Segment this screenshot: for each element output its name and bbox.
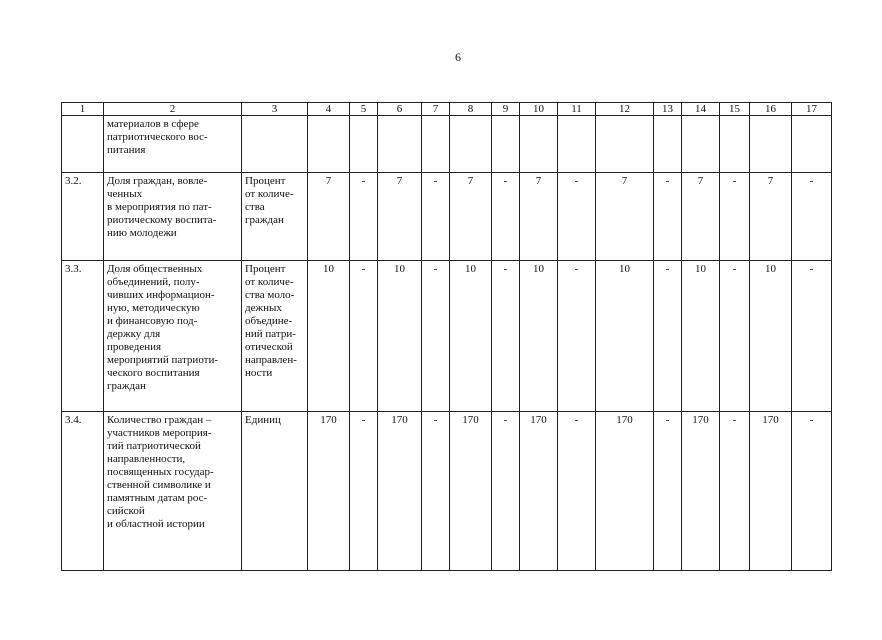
value-cell: - [492,261,520,412]
value-cell: 170 [596,412,654,571]
header-cell: 16 [750,103,792,116]
header-cell: 10 [520,103,558,116]
value-cell [350,116,378,173]
value-cell: - [350,412,378,571]
header-cell: 1 [62,103,104,116]
header-cell: 8 [450,103,492,116]
indicator-name-cell: материалов в сфере патриотического вос- питания [104,116,242,173]
indicator-name-cell: Доля общественных объединений, полу- чивших информацион- ную, методическую и финансовую под- держку для проведения мероприятий патриоти- ческого воспитания граждан [104,261,242,412]
value-cell: - [792,261,832,412]
value-cell: - [558,261,596,412]
value-cell [558,116,596,173]
value-cell: - [558,412,596,571]
table-header-row [62,103,832,116]
value-cell [520,116,558,173]
value-cell: - [720,412,750,571]
value-cell: 10 [450,261,492,412]
header-cell: 5 [350,103,378,116]
header-cell: 7 [422,103,450,116]
value-cell: 7 [378,173,422,261]
unit-cell: Процент от количе- ства граждан [242,173,308,261]
row-id-cell: 3.4. [62,412,104,571]
value-cell: - [350,261,378,412]
value-cell: 7 [750,173,792,261]
value-cell: 7 [596,173,654,261]
value-cell [596,116,654,173]
value-cell [492,116,520,173]
header-cell: 6 [378,103,422,116]
page-number: 6 [455,50,461,64]
value-cell: - [792,173,832,261]
value-cell: 170 [520,412,558,571]
value-cell: - [720,173,750,261]
value-cell: 10 [596,261,654,412]
value-cell [308,116,350,173]
value-cell: - [654,173,682,261]
value-cell: 10 [520,261,558,412]
table-row [62,116,832,173]
value-cell: - [792,412,832,571]
header-cell: 11 [558,103,596,116]
header-cell: 3 [242,103,308,116]
value-cell [750,116,792,173]
value-cell: 7 [682,173,720,261]
header-cell: 17 [792,103,832,116]
value-cell: 170 [750,412,792,571]
value-cell: 10 [682,261,720,412]
value-cell [378,116,422,173]
header-cell: 12 [596,103,654,116]
value-cell: - [654,261,682,412]
row-id-cell: 3.3. [62,261,104,412]
value-cell: - [422,173,450,261]
value-cell: - [720,261,750,412]
row-id-cell [62,116,104,173]
value-cell: 170 [378,412,422,571]
table-row [62,261,832,412]
value-cell [450,116,492,173]
value-cell: - [492,173,520,261]
header-cell: 13 [654,103,682,116]
value-cell: 10 [378,261,422,412]
indicator-name-cell: Количество граждан – участников мероприя- тий патриотической направленности, посвященных государ- ственной символике и памятным датам рос- сийской и областной истории [104,412,242,571]
indicators-table [61,102,832,571]
value-cell [720,116,750,173]
value-cell [422,116,450,173]
value-cell: 10 [750,261,792,412]
value-cell: 170 [682,412,720,571]
value-cell: 7 [450,173,492,261]
table-row [62,173,832,261]
value-cell: - [422,412,450,571]
header-cell: 15 [720,103,750,116]
value-cell: - [492,412,520,571]
value-cell: 7 [520,173,558,261]
indicator-name-cell: Доля граждан, вовле- ченных в мероприятия по пат- риотическому воспита- нию молодежи [104,173,242,261]
table-row [62,412,832,571]
value-cell: - [422,261,450,412]
value-cell: 7 [308,173,350,261]
value-cell: 170 [308,412,350,571]
value-cell [682,116,720,173]
header-cell: 14 [682,103,720,116]
header-cell: 9 [492,103,520,116]
unit-cell [242,116,308,173]
value-cell: - [558,173,596,261]
unit-cell: Процент от количе- ства моло- дежных объедине- ний патри- отической направлен- ности [242,261,308,412]
value-cell [654,116,682,173]
header-cell: 4 [308,103,350,116]
header-cell: 2 [104,103,242,116]
row-id-cell: 3.2. [62,173,104,261]
value-cell [792,116,832,173]
unit-cell: Единиц [242,412,308,571]
value-cell: 170 [450,412,492,571]
value-cell: - [350,173,378,261]
value-cell: 10 [308,261,350,412]
value-cell: - [654,412,682,571]
